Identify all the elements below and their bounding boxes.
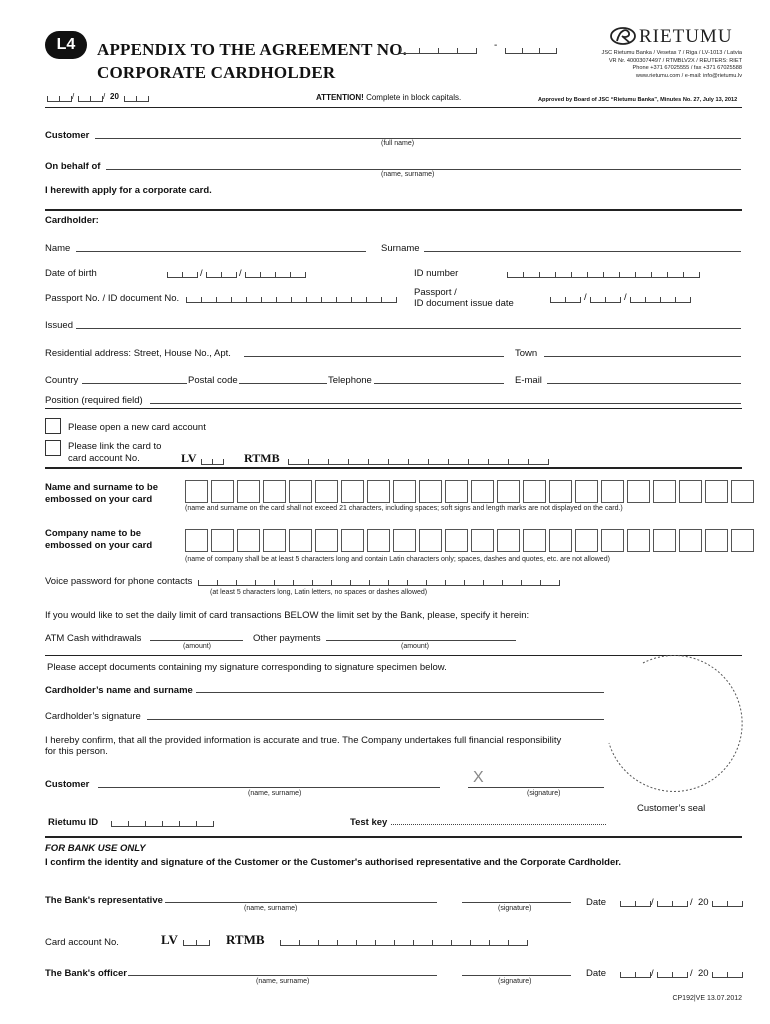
slash: / [72,92,75,101]
slash: / [239,268,242,279]
open-new-account-label: Please open a new card account [68,422,206,433]
customer-seal-area[interactable] [603,655,753,795]
link-account-label-line2: card account No. [68,453,140,464]
name-label: Name [45,243,71,254]
issued-label: Issued [45,320,73,331]
dob-month-field[interactable] [206,272,237,278]
emboss-company-label [45,528,152,552]
position-field[interactable] [150,403,741,404]
representative-date-label: Date [586,897,607,908]
position-label: Position (required field) [45,395,143,406]
attention-label: ATTENTION! [316,93,364,102]
postal-code-label: Postal code [188,375,238,386]
confirmation-line2: for this person. [45,746,108,757]
representative-name-hint: (name, surname) [244,905,298,912]
representative-year-prefix: 20 [698,897,709,908]
form-subtitle: CORPORATE CARDHOLDER [97,63,336,82]
customer-signature-label: Customer [45,779,90,790]
bank-card-account-field[interactable] [280,940,528,946]
form-code: CP192|VE 13.07.2012 [672,995,742,1002]
atm-amount-hint: (amount) [183,643,212,650]
issue-date-label-line1: Passport / [414,287,457,298]
postal-code-field[interactable] [239,383,327,384]
officer-date-label: Date [586,968,607,979]
email-field[interactable] [547,383,741,384]
link-account-label-line1: Please link the card to [68,441,162,452]
year-prefix: 20 [110,92,119,101]
telephone-label: Telephone [328,375,372,386]
bank-representative-signature-field[interactable] [462,902,571,903]
officer-year-prefix: 20 [698,968,709,979]
header-divider [45,107,742,108]
town-field[interactable] [544,356,741,357]
dob-day-field[interactable] [167,272,198,278]
id-number-label: ID number [414,268,459,279]
bank-iban-prefix-lv: LV [161,932,178,947]
town-label: Town [515,348,538,359]
emboss-name-label-line2: embossed on your card [45,494,153,505]
surname-label: Surname [381,243,420,254]
atm-limit-label: ATM Cash withdrawals [45,633,142,644]
header-date-year[interactable] [124,96,149,102]
signature-x-mark: X [473,769,484,786]
emboss-name-hint: (name and surname on the card shall not exceed 21 characters, including spaces; soft signs and length marks are not displayed on the card.) [185,505,623,512]
dob-label: Date of birth [45,268,97,279]
issue-date-year-field[interactable] [630,297,691,303]
customer-name-hint: (name, surname) [248,790,302,797]
customer-signature-field[interactable] [468,787,604,788]
section-divider [45,209,742,211]
iban-check-digits-field[interactable] [201,459,224,465]
bank-use-confirmation: I confirm the identity and signature of the Customer or the Customer's authorised representative and the Corporate Cardholder. [45,857,622,868]
link-account-checkbox[interactable] [45,440,61,456]
officer-name-hint: (name, surname) [256,978,310,985]
representative-date-month[interactable] [657,901,688,907]
limits-intro: If you would like to set the daily limit of card transactions BELOW the limit set by the Bank, please, specify it herein: [45,610,530,621]
representative-date-year[interactable] [712,901,743,907]
officer-date-day[interactable] [620,972,651,978]
surname-field[interactable] [424,251,741,252]
link-account-label [68,441,161,465]
form-title: APPENDIX TO THE AGREEMENT NO. [97,40,408,59]
bank-phone: Phone +371 67025555 / fax +371 67025588 [632,65,742,72]
customer-full-name-field[interactable] [95,138,741,139]
header-date-day[interactable] [47,96,72,102]
issue-date-month-field[interactable] [590,297,621,303]
representative-date-day[interactable] [620,901,651,907]
agreement-number-field[interactable] [400,48,477,54]
on-behalf-hint: (name, surname) [381,171,435,178]
emboss-company-label-line2: embossed on your card [45,540,153,551]
emboss-company-boxes[interactable] [185,529,754,552]
slash: / [690,897,693,908]
bank-use-heading: FOR BANK USE ONLY [45,843,146,854]
card-account-label: Card account No. [45,937,119,948]
bank-address: JSC Rietumu Banka / Vesetas 7 / Riga / LV-1013 / Latvia [601,50,742,56]
confirmation-line1: I hereby confirm, that all the provided information is accurate and true. The Company undertakes full financial responsibility [45,735,562,746]
section-divider-2 [45,408,742,409]
form-badge: L4 [45,31,87,59]
officer-date-month[interactable] [657,972,688,978]
issued-field[interactable] [76,328,741,329]
on-behalf-field[interactable] [106,169,741,170]
emboss-name-label [45,482,158,506]
other-amount-hint: (amount) [401,643,430,650]
name-field[interactable] [76,251,366,252]
bank-officer-signature-field[interactable] [462,975,571,976]
open-new-account-checkbox[interactable] [45,418,61,434]
emboss-name-boxes[interactable] [185,480,754,503]
telephone-field[interactable] [374,383,504,384]
representative-signature-hint: (signature) [498,905,532,912]
emboss-company-label-line1: Company name to be [45,528,142,539]
iban-bank-code-rtmb: RTMB [244,451,280,465]
bank-officer-label: The Bank's officer [45,968,127,979]
holder-name-field[interactable] [196,692,604,693]
confirmation-text [45,735,561,757]
other-payments-label: Other payments [253,633,321,644]
issue-date-label [414,287,514,309]
address-field[interactable] [244,356,504,357]
bank-iban-rtmb: RTMB [226,932,265,947]
bank-contacts [602,50,742,80]
slash: / [690,968,693,979]
section-divider-3 [45,467,742,469]
officer-signature-hint: (signature) [498,978,532,985]
slash: / [651,897,654,908]
voice-password-field[interactable] [198,580,560,586]
customer-label: Customer [45,130,90,141]
slash: / [651,968,654,979]
account-number-field[interactable] [288,459,549,465]
officer-date-year[interactable] [712,972,743,978]
country-field[interactable] [82,383,187,384]
test-key-label: Test key [350,817,388,828]
approval-note: Approved by Board of JSC “Rietumu Banka”, Minutes No. 27, July 13, 2012 [538,97,738,103]
bank-officer-name-field[interactable] [128,975,437,976]
rietumu-id-field[interactable] [111,821,214,827]
country-label: Country [45,375,79,386]
header-date-month[interactable] [78,96,103,102]
rietumu-logo-text: RIETUMU [639,26,733,47]
rietumu-id-label: Rietumu ID [48,817,99,828]
slash: / [103,92,106,101]
other-payments-limit-field[interactable] [326,640,516,641]
bank-representative-label: The Bank's representative [45,895,163,906]
voice-password-label: Voice password for phone contacts [45,576,193,587]
holder-name-label: Cardholder’s name and surname [45,685,193,696]
holder-signature-label: Cardholder’s signature [45,711,141,722]
address-label: Residential address: Street, House No., Apt. [45,348,231,359]
cardholder-section-label: Cardholder: [45,215,99,226]
issue-date-label-line2: ID document issue date [414,298,514,309]
bank-registration: VR Nr. 40003074497 / RTMBLV2X / REUTERS: RIET [608,57,742,64]
full-name-hint: (full name) [381,140,415,147]
agreement-number-suffix-field[interactable] [505,48,557,54]
on-behalf-label: On behalf of [45,161,101,172]
bank-web: www.rietumu.com / e-mail: info@rietumu.lv [635,72,742,79]
id-number-field[interactable] [507,272,700,278]
iban-prefix-lv: LV [181,451,197,465]
slash: / [624,292,627,303]
slash: / [584,292,587,303]
passport-label: Passport No. / ID document No. [45,293,180,304]
emboss-name-label-line1: Name and surname to be [45,482,158,493]
bank-iban-check-digits-field[interactable] [183,940,210,946]
test-key-field[interactable] [391,824,606,825]
voice-password-hint: (at least 5 characters long, Latin letters, no spaces or dashes allowed) [210,589,428,596]
dob-year-field[interactable] [245,272,306,278]
section-divider-5 [45,836,742,838]
attention-text: Complete in block capitals. [366,93,462,102]
atm-limit-field[interactable] [150,640,243,641]
rietumu-logo-icon [610,25,638,47]
slash: / [200,268,203,279]
holder-signature-field[interactable] [147,719,604,720]
dash: - [494,40,498,51]
customer-signature-hint: (signature) [527,790,561,797]
rietumu-logo [610,25,745,49]
attention-note [316,93,461,102]
email-label: E-mail [515,375,542,386]
issue-date-day-field[interactable] [550,297,581,303]
customer-name-field[interactable] [98,787,440,788]
customer-seal-label: Customer’s seal [637,803,706,814]
apply-text: I herewith apply for a corporate card. [45,185,212,196]
passport-number-field[interactable] [186,297,397,303]
signature-accept-text: Please accept documents containing my signature corresponding to signature specimen below. [47,662,447,673]
bank-representative-name-field[interactable] [165,902,437,903]
emboss-company-hint: (name of company shall be at least 5 characters long and contain Latin characters only; spaces, dashes and quotes, etc. are not allowed) [185,556,610,563]
